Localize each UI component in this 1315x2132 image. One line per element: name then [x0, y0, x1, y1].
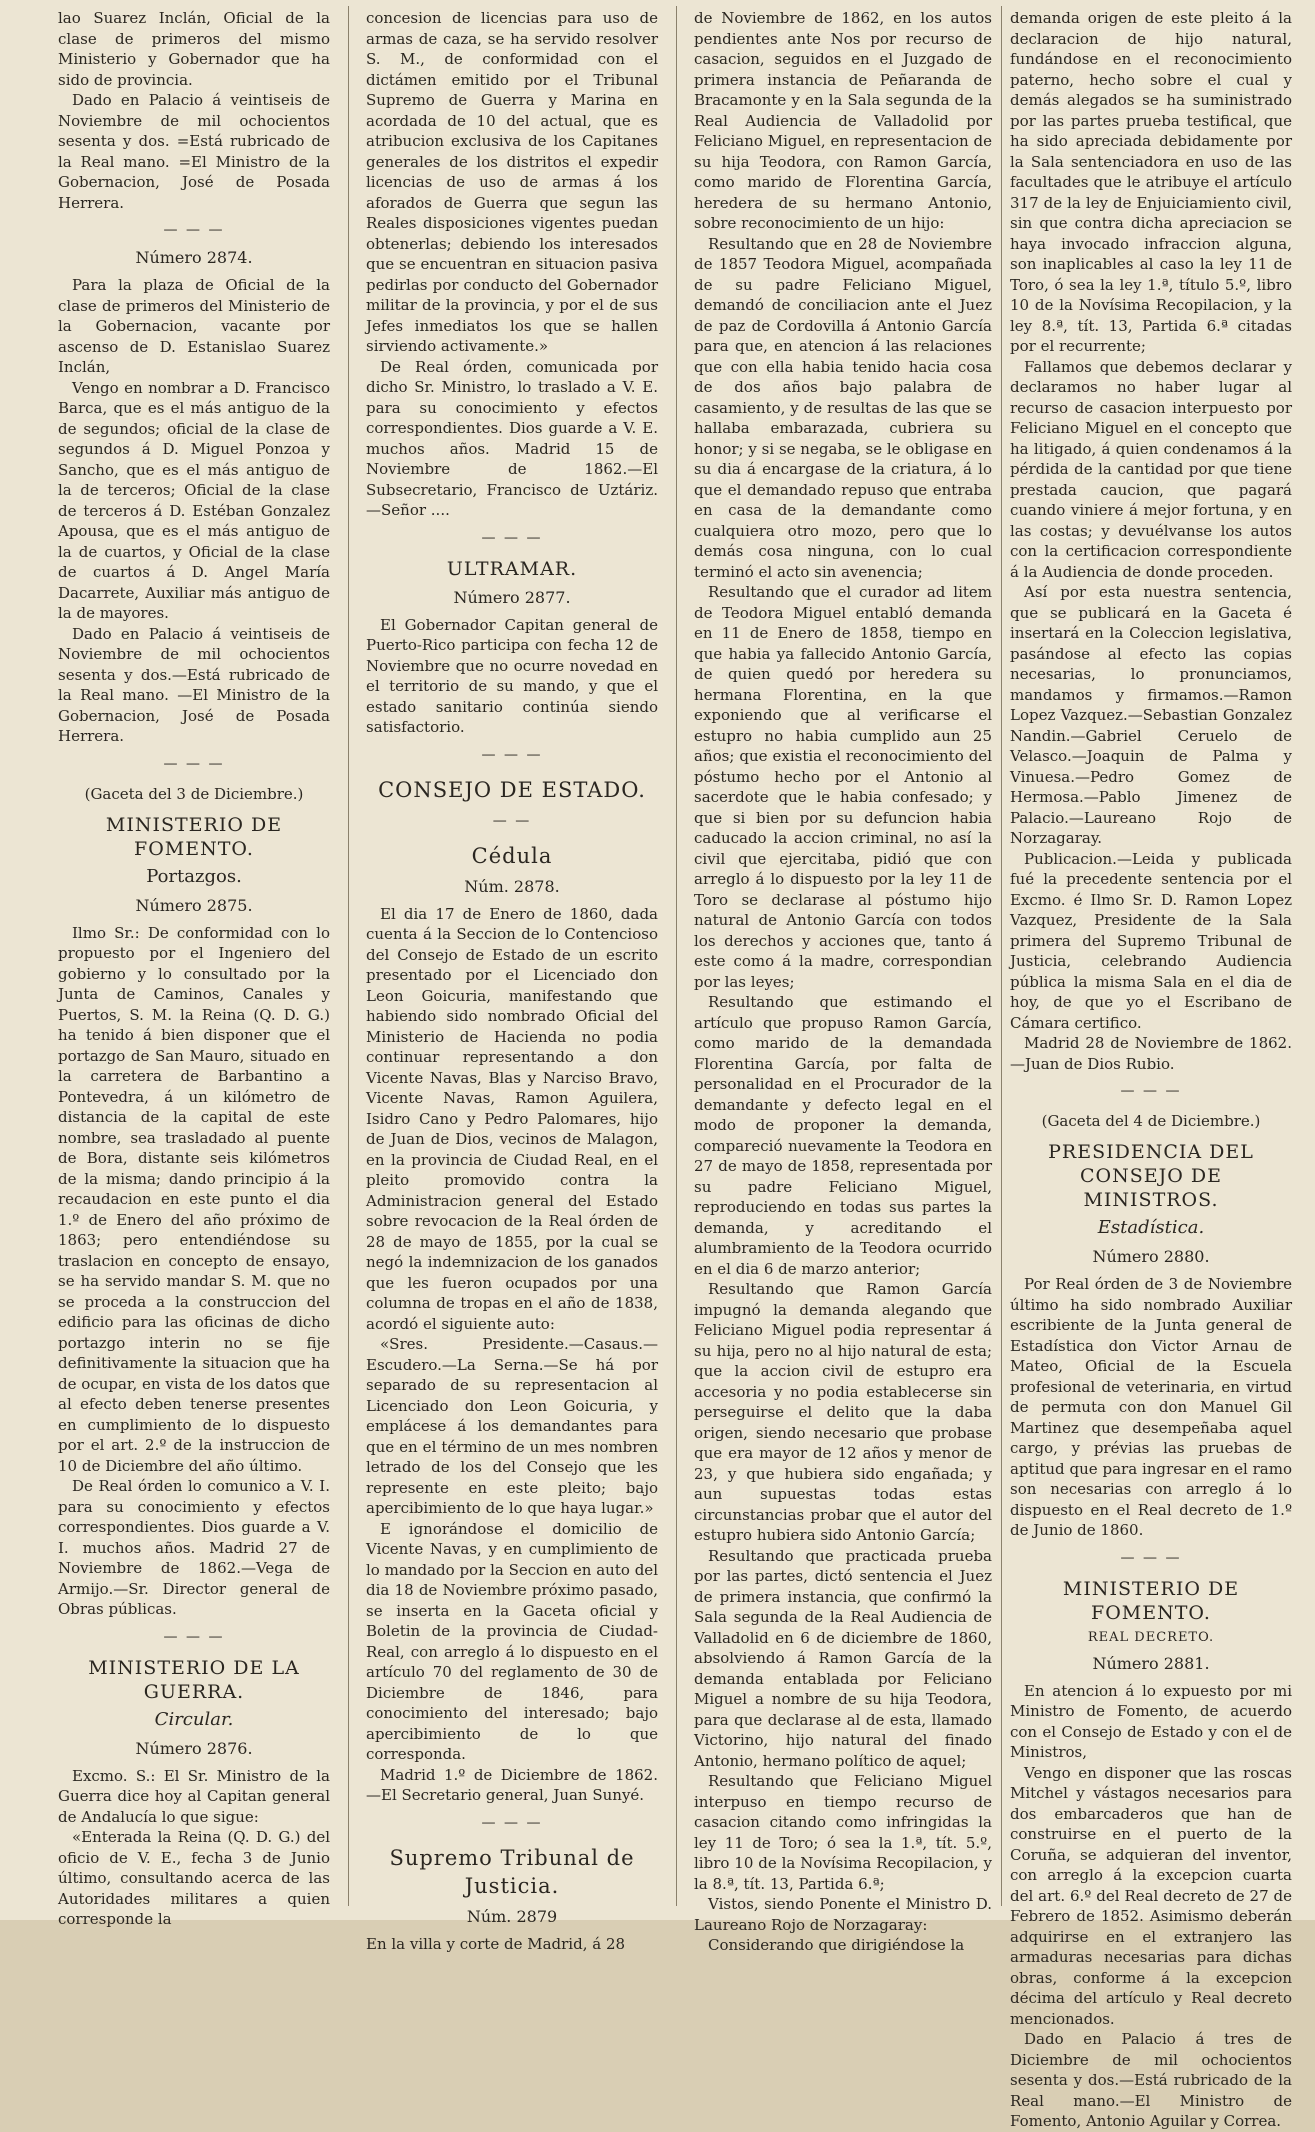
document-number: Número 2877.	[453, 587, 571, 607]
paragraph: Vengo en disponer que las roscas Mitchel y vástagos necesarios para dos embarcaderos que han de construirse en el puerto de la Coruña, se adquieran del inventor, con arreglo á la excepcion cuarta del art. 6.º del Real decreto de 27 de Febrero de 1852. Asimismo deberán adquirirse en el extranjero las armaduras necesarias para dichas obras, conforme á la excepcion décima del artículo y Real decreto mencionados.	[1010, 1763, 1292, 2028]
section-heading: Supremo Tribunal de Justicia.	[389, 1845, 635, 1898]
paragraph: Dado en Palacio á veintiseis de Noviembre de mil ochocientos sesenta y dos.—Está rubricado de la Real mano. —El Ministro de la Gobernacion, José de Posada Herrera.	[58, 624, 330, 745]
separator: — — —	[481, 746, 543, 763]
paragraph: Publicacion.—Leida y publicada fué la precedente sentencia por el Excmo. é Ilmo Sr. D. Ramon Lopez Vazquez, Presidente de la Sala primera del Supremo Tribunal de Justicia, celebrando Audiencia pública la misma Sala en el dia de hoy, de que yo el Escribano de Cámara certifico.	[1010, 849, 1292, 1032]
section-heading: MINISTERIO DE FOMENTO.	[105, 813, 283, 860]
paragraph: Resultando que en 28 de Noviembre de 1857 Teodora Miguel, acompañada de su padre Feliciano Miguel, demandó de conciliacion ante el Juez de paz de Cordovilla á Antonio García para que, en atencion á las relaciones que con ella habia tenido hacia cosa de dos años bajo palabra de casamiento, y de resultas de las que se hallaba embarazada, cubriera su honor; y si se negaba, se le obligase en su dia á encargase de la criatura, á lo que el demandado repuso que entraba en casa de la demandante como cualquiera otro mozo, pero que lo demás cosa ninguna, con lo cual terminó el acto sin avenencia;	[694, 234, 992, 581]
column-rule	[348, 6, 349, 1906]
section-heading: CONSEJO DE ESTADO.	[378, 777, 646, 802]
paragraph: El Gobernador Capitan general de Puerto-Rico participa con fecha 12 de Noviembre que no ocurre novedad en el territorio de su mando, y que el estado sanitario continúa siendo satisfactorio.	[366, 615, 658, 736]
paragraph: De Real órden lo comunico a V. I. para su conocimiento y efectos correspondientes. Dios guarde a V. I. muchos años. Madrid 27 de Noviembre de 1862.—Vega de Armijo.—Sr. Director general de Obras públicas.	[58, 1477, 330, 1618]
separator: — — —	[1120, 1083, 1182, 1099]
subheading: Portazgos.	[146, 865, 242, 887]
paragraph: Resultando que Feliciano Miguel interpuso en tiempo recurso de casacion citando como infringidas la ley 11 de Toro; ó sea la 1.ª, tít. 5.º, libro 10 de la Novísima Recopilacion, y la 8.ª, tít. 13, Partida 6.ª;	[694, 1772, 992, 1893]
paragraph: De Real órden, comunicada por dicho Sr. Ministro, lo traslado a V. E. para su conocimiento y efectos correspondientes. Dios guarde a V. E. muchos años. Madrid 15 de Noviembre de 1862.—El Subsecretario, Francisco de Uztáriz.—Señor ....	[366, 357, 658, 519]
paragraph: Dado en Palacio á veintiseis de Noviembre de mil ochocientos sesenta y dos. =Está rubricado de la Real mano. =El Ministro de la Gobernacion, José de Posada Herrera.	[58, 91, 330, 212]
document-number: Número 2874.	[135, 248, 253, 267]
paragraph: lao Suarez Inclán, Oficial de la clase de primeros del mismo Ministerio y Gobernador que ha sido de provincia.	[58, 9, 330, 89]
separator: — — —	[1120, 1549, 1182, 1566]
paragraph: El dia 17 de Enero de 1860, dada cuenta á la Seccion de lo Contencioso del Consejo de Estado de un escrito presentado por el Licenciado don Leon Goicuria, manifestando que habiendo sido nombrado Oficial del Ministerio de Hacienda no podia continuar representando a don Vicente Navas, Blas y Narciso Bravo, Vicente Navas, Ramon Aguilera, Isidro Cano y Pedro Palomares, hijo de Juan de Dios, vecinos de Malagon, en la provincia de Ciudad Real, en el pleito promovido contra la Administracion general del Estado sobre revocacion de la Real órden de 28 de mayo de 1855, por la cual se negó la indemnizacion de los ganados que les fueron ocupados por una columna de tropas en el año de 1838, acordó el siguiente auto:	[366, 904, 658, 1333]
paragraph: Así por esta nuestra sentencia, que se publicará en la Gaceta é insertará en la Coleccion legislativa, pasándose al efecto las copias necesarias, lo pronunciamos, mandamos y firmamos.—Ramon Lopez Vazquez.—Sebastian Gonzalez Nandin.—Gabriel Ceruelo de Velasco.—Joaquin de Palma y Vinuesa.—Pedro Gomez de Hermosa.—Pablo Jimenez de Palacio.—Laureano Rojo de Norzagaray.	[1010, 583, 1292, 847]
column-1	[58, 8, 330, 1930]
paragraph: Madrid 1.º de Diciembre de 1862. —El Secretario general, Juan Sunyé.	[366, 1765, 658, 1804]
column-2	[366, 8, 658, 1954]
paragraph: demanda origen de este pleito á la declaracion de hijo natural, fundándose en el reconocimiento paterno, hecho sobre el cual y demás alegados se ha suministrado por las partes prueba testifical, que ha sido apreciada debidamente por la Sala sentenciadora en uso de las facultades que le atribuye el artículo 317 de la ley de Enjuiciamiento civil, sin que contra dicha apreciacion se haya invocado infraccion alguna, son inaplicables al caso la ley 11 de Toro, ó sea la ley 1.ª, título 5.º, libro 10 de la Novísima Recopilacion, y la ley 8.ª, tít. 13, Partida 6.ª citadas por el recurrente;	[1010, 9, 1292, 355]
paragraph: Resultando que el curador ad litem de Teodora Miguel entabló demanda en 11 de Enero de 1858, tiempo en que habia ya fallecido Antonio García, de quien quedó por heredera su hermana Florentina, en la que exponiendo que al verificarse el estupro no habia cumplido aun 25 años; que existia el reconocimiento del póstumo hecho por el Antonio al sacerdote que le habia confesado; y que si bien por su defuncion habia caducado la accion criminal, no así la civil que ejercitaba, pidió que con arreglo á lo dispuesto por la ley 11 de Toro se declarase al póstumo hijo natural de Antonio García con todos los derechos y acciones que, tanto á este como á la madre, correspondian por las leyes;	[694, 583, 992, 991]
paragraph: En la villa y corte de Madrid, á 28	[366, 1934, 626, 1953]
paragraph: Considerando que dirigiéndose la	[708, 1936, 965, 1954]
paragraph: Dado en Palacio á tres de Diciembre de mil ochocientos sesenta y dos.—Está rubricado de la Real mano.—El Ministro de Fomento, Antonio Aguilar y Correa.	[1010, 2030, 1292, 2130]
document-number: Número 2881.	[1092, 1653, 1210, 1673]
paragraph: Excmo. S.: El Sr. Ministro de la Guerra dice hoy al Capitan general de Andalucía lo que sigue:	[58, 1766, 330, 1826]
separator: — — —	[481, 529, 543, 546]
paragraph: de Noviembre de 1862, en los autos pendientes ante Nos por recurso de casacion, seguidos en el Juzgado de primera instancia de Peñaranda de Bracamonte y en la Sala segunda de la Real Audiencia de Valladolid por Feliciano Miguel, en representacion de su hija Teodora, con Ramon García, como marido de Florentina García, heredera de su hermano Antonio, sobre reconocimiento de un hijo:	[694, 9, 992, 232]
paragraph: Ilmo Sr.: De conformidad con lo propuesto por el Ingeniero del gobierno y lo consultado por la Junta de Caminos, Canales y Puertos, S. M. la Reina (Q. D. G.) ha tenido á bien disponer que el portazgo de San Mauro, situado en la carretera de Barbantino a Pontevedra, á un kilómetro de distancia de la capital de este nombre, sea trasladado al puente de Bora, distante seis kilómetros de la misma; dando principio á la recaudacion en este punto el dia 1.º de Enero del año próximo de 1863; pero entendiéndose su traslacion en concepto de ensayo, se ha servido mandar S. M. que no se proceda a la construccion del edificio para las oficinas de dicho portazgo interin no se fije definitivamente la situacion que ha de ocupar, en vista de los datos que al efecto deben tenerse presentes en cumplimiento de lo dispuesto por el art. 2.º de la instruccion de 10 de Diciembre del año último.	[58, 923, 330, 1475]
paragraph: concesion de licencias para uso de armas de caza, se ha servido resolver S. M., de conformidad con el dictámen emitido por el Tribunal Supremo de Guerra y Marina en acordada de 10 del actual, que es atribucion exclusiva de los Capitanes generales de los distritos el expedir licencias de uso de armas á los aforados de Guerra que segun las Reales disposiciones vigentes puedan obtenerlas; debiendo los interesados que se encuentran en situacion pasiva pedirlas por conducto del Gobernador militar de la provincia, y por el de sus Jefes inmediatos los que se hallen sirviendo activamente.»	[366, 9, 658, 355]
paragraph: Para la plaza de Oficial de la clase de primeros del Ministerio de la Gobernacion, vacante por ascenso de D. Estanislao Suarez Inclán,	[58, 276, 330, 376]
separator: — —	[492, 812, 532, 829]
paragraph: Resultando que estimando el artículo que propuso Ramon García, como marido de la demandada Florentina García, por falta de personalidad en el Procurador de la demandante y defecto legal en el modo de proponer la demanda, compareció nuevamente la Teodora en 27 de mayo de 1858, representada por su padre Feliciano Miguel, reproduciendo en todas sus partes la demanda, y acreditando el alumbramiento de la Teodora ocurrido en el dia 6 de marzo anterior;	[694, 993, 992, 1278]
column-3	[694, 8, 992, 1956]
paragraph: Resultando que Ramon García impugnó la demanda alegando que Feliciano Miguel podia representar á su hija, pero no al hijo natural de esta; que la accion civil de estupro era accesoria y no podia establecerse sin perseguirse el delito que la daba origen, siendo necesario que probase que era mayor de 12 años y menor de 23, y que hubiera sido engañada; y aun supuestas todas estas circunstancias probar que el autor del estupro hubiera sido Antonio García;	[694, 1280, 992, 1544]
separator: — — —	[481, 1814, 543, 1831]
subheading: Circular.	[154, 1708, 234, 1730]
section-heading: MINISTERIO DE FOMENTO.	[1062, 1577, 1240, 1624]
column-rule	[1001, 6, 1002, 1906]
gazette-date: (Gaceta del 3 de Diciembre.)	[84, 784, 304, 803]
paragraph: Madrid 28 de Noviembre de 1862. —Juan de Dios Rubio.	[1010, 1034, 1292, 1073]
paragraph: «Sres. Presidente.—Casaus.—Escudero.—La Serna.—Se há por separado de su representacion al Licenciado don Leon Goicuria, y emplácese á los demandantes para que en el término de un mes nombren letrado de los del Consejo que les represente en este pleito; bajo apercibimiento de lo que haya lugar.»	[366, 1335, 658, 1517]
column-4	[1010, 8, 1292, 2132]
section-heading: MINISTERIO DE LA GUERRA.	[88, 1656, 300, 1703]
paragraph: Vengo en nombrar a D. Francisco Barca, que es el más antiguo de la de segundos; oficial de la clase de segundos á D. Miguel Ponzoa y Sancho, que es el más antiguo de la de terceros; Oficial de la clase de terceros á D. Estéban Gonzalez Apousa, que es el más antiguo de la de cuartos, y Oficial de la clase de cuartos á D. Angel María Dacarrete, Auxiliar más antiguo de la de mayores.	[58, 378, 330, 622]
document-number: Número 2876.	[135, 1738, 253, 1758]
subheading: Estadística.	[1097, 1217, 1205, 1238]
paragraph: Vistos, siendo Ponente el Ministro D. Laureano Rojo de Norzagaray:	[694, 1895, 992, 1934]
document-number: Número 2875.	[135, 895, 253, 915]
separator: — — —	[163, 222, 225, 238]
paragraph: En atencion á lo expuesto por mi Ministro de Fomento, de acuerdo con el Consejo de Estado y con el de Ministros,	[1010, 1681, 1292, 1761]
paragraph: Resultando que practicada prueba por las partes, dictó sentencia el Juez de primera instancia, que confirmó la Sala segunda de la Real Audiencia de Valladolid en 6 de diciembre de 1860, absolviendo á Ramon García de la demanda entablada por Feliciano Miguel a nombre de su hija Teodora, para que declarase al de esta, llamado Victorino, hijo natural del finado Antonio, hermano político de aquel;	[694, 1546, 992, 1770]
paragraph: «Enterada la Reina (Q. D. G.) del oficio de V. E., fecha 3 de Junio último, consultando acerca de las Autoridades militares a quien corresponde la	[58, 1828, 330, 1928]
section-heading: ULTRAMAR.	[446, 557, 578, 580]
paragraph: Por Real órden de 3 de Noviembre último ha sido nombrado Auxiliar escribiente de la Junta general de Estadística don Victor Arnau de Mateo, Oficial de la Escuela profesional de veterinaria, en virtud de permuta con don Manuel Gil Martinez que desempeñaba aquel cargo, y prévias las pruebas de aptitud que para ingresar en el ramo son necesarias con arreglo á lo dispuesto en el Real decreto de 1.º de Junio de 1860.	[1010, 1275, 1292, 1539]
section-heading: Cédula	[471, 843, 553, 868]
separator: — — —	[163, 1628, 225, 1645]
document-number: Núm. 2879	[466, 1906, 558, 1926]
document-number: Núm. 2878.	[464, 876, 560, 896]
paragraph: Fallamos que debemos declarar y declaramos no haber lugar al recurso de casacion interpuesto por Feliciano Miguel en el concepto que ha litigado, á quien condenamos á la pérdida de la cantidad por que tiene prestada caucion, que pagará cuando viniere á mejor fortuna, y en las costas; y devuélvanse los autos con la certificacion correspondiente á la Audiencia de donde proceden.	[1010, 357, 1292, 581]
separator: — — —	[163, 755, 225, 772]
section-heading: PRESIDENCIA DEL CONSEJO DE MINISTROS.	[1048, 1141, 1254, 1211]
document-number: Número 2880.	[1092, 1247, 1210, 1266]
paragraph: E ignorándose el domicilio de Vicente Navas, y en cumplimiento de lo mandado por la Seccion en auto del dia 18 de Noviembre próximo pasado, se inserta en la Gaceta oficial y Boletin de la provincia de Ciudad-Real, con arreglo á lo dispuesto en el artículo 70 del reglamento de 30 de Diciembre de 1846, para conocimiento del interesado; bajo apercibimiento de lo que corresponda.	[366, 1519, 658, 1763]
column-rule	[676, 6, 677, 1906]
decree-label: REAL DECRETO.	[1087, 1629, 1215, 1645]
gazette-date: (Gaceta del 4 de Diciembre.)	[1041, 1112, 1261, 1130]
